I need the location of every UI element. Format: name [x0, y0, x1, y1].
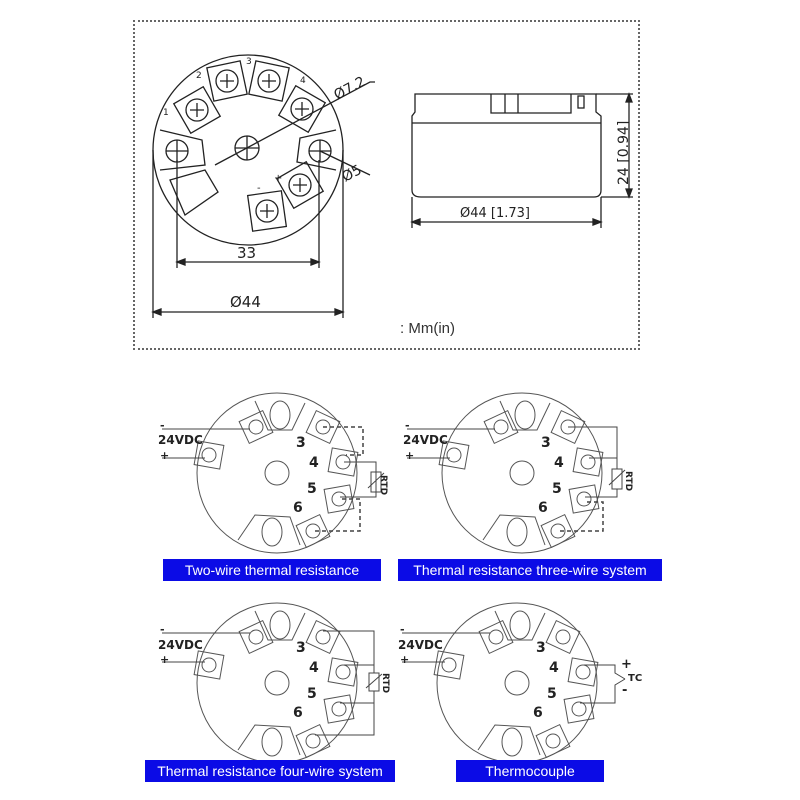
- supply-voltage-label: 24VDC: [158, 638, 203, 652]
- terminal-label-1: 1: [163, 108, 169, 118]
- wiring-diagram-two-wire: [150, 385, 400, 560]
- caption-three-wire: Thermal resistance three-wire system: [398, 559, 662, 581]
- terminal-label-3: 3: [541, 435, 551, 451]
- supply-minus-label: -: [405, 419, 410, 432]
- terminal-label-4: 4: [300, 76, 306, 86]
- wiring-diagram-thermocouple: [390, 595, 643, 770]
- terminal-label-6: 6: [538, 500, 548, 516]
- wiring-diagram-four-wire: [150, 595, 400, 770]
- dim-hole-label: Ø7.2: [331, 73, 369, 104]
- terminal-label-5: 5: [547, 686, 557, 702]
- dim-mount-spacing-label: 33: [237, 244, 257, 262]
- terminal-label-3: 3: [246, 57, 252, 67]
- wiring-diagram-three-wire: [395, 385, 645, 560]
- terminal-label-4: 4: [549, 660, 559, 676]
- caption-four-wire: Thermal resistance four-wire system: [145, 760, 395, 782]
- terminal-label-5: 5: [307, 481, 317, 497]
- supply-plus-label: +: [400, 653, 410, 666]
- terminal-label-6: 6: [293, 705, 303, 721]
- terminal-label-6: 6: [293, 500, 303, 516]
- terminal-label-3: 3: [296, 435, 306, 451]
- tc-minus-label: -: [622, 683, 628, 698]
- supply-minus-label: -: [160, 419, 165, 432]
- terminal-label-3: 3: [536, 640, 546, 656]
- sensor-label-rtd: RTD: [378, 475, 388, 496]
- polarity-plus: +: [274, 173, 283, 184]
- dim-diameter-label: Ø44: [230, 293, 261, 311]
- supply-plus-label: +: [405, 449, 415, 462]
- terminal-label-5: 5: [307, 686, 317, 702]
- caption-thermocouple: Thermocouple: [456, 760, 604, 782]
- terminal-label-2: 2: [196, 71, 202, 81]
- terminal-label-6: 6: [533, 705, 543, 721]
- dim-mount-hole-label: Ø5: [339, 162, 365, 186]
- sensor-label-rtd: RTD: [380, 673, 390, 694]
- caption-two-wire: Two-wire thermal resistance: [163, 559, 381, 581]
- supply-minus-label: -: [160, 623, 165, 636]
- units-label: : Mm(in): [400, 320, 455, 337]
- terminal-label-4: 4: [309, 455, 319, 471]
- terminal-label-4: 4: [309, 660, 319, 676]
- dim-height-label: 24 [0.94]: [616, 120, 632, 185]
- supply-minus-label: -: [400, 623, 405, 636]
- supply-plus-label: +: [160, 449, 170, 462]
- supply-voltage-label: 24VDC: [398, 638, 443, 652]
- dim-width-label: Ø44 [1.73]: [460, 206, 530, 221]
- sensor-label-tc: TC: [628, 673, 643, 684]
- supply-plus-label: +: [160, 653, 170, 666]
- terminal-label-4: 4: [554, 455, 564, 471]
- polarity-minus: -: [257, 183, 261, 194]
- supply-voltage-label: 24VDC: [403, 433, 448, 447]
- side-view-drawing: [0, 0, 800, 360]
- tc-plus-label: +: [621, 657, 632, 672]
- sensor-label-rtd: RTD: [623, 471, 633, 492]
- terminal-label-5: 5: [552, 481, 562, 497]
- terminal-label-3: 3: [296, 640, 306, 656]
- supply-voltage-label: 24VDC: [158, 433, 203, 447]
